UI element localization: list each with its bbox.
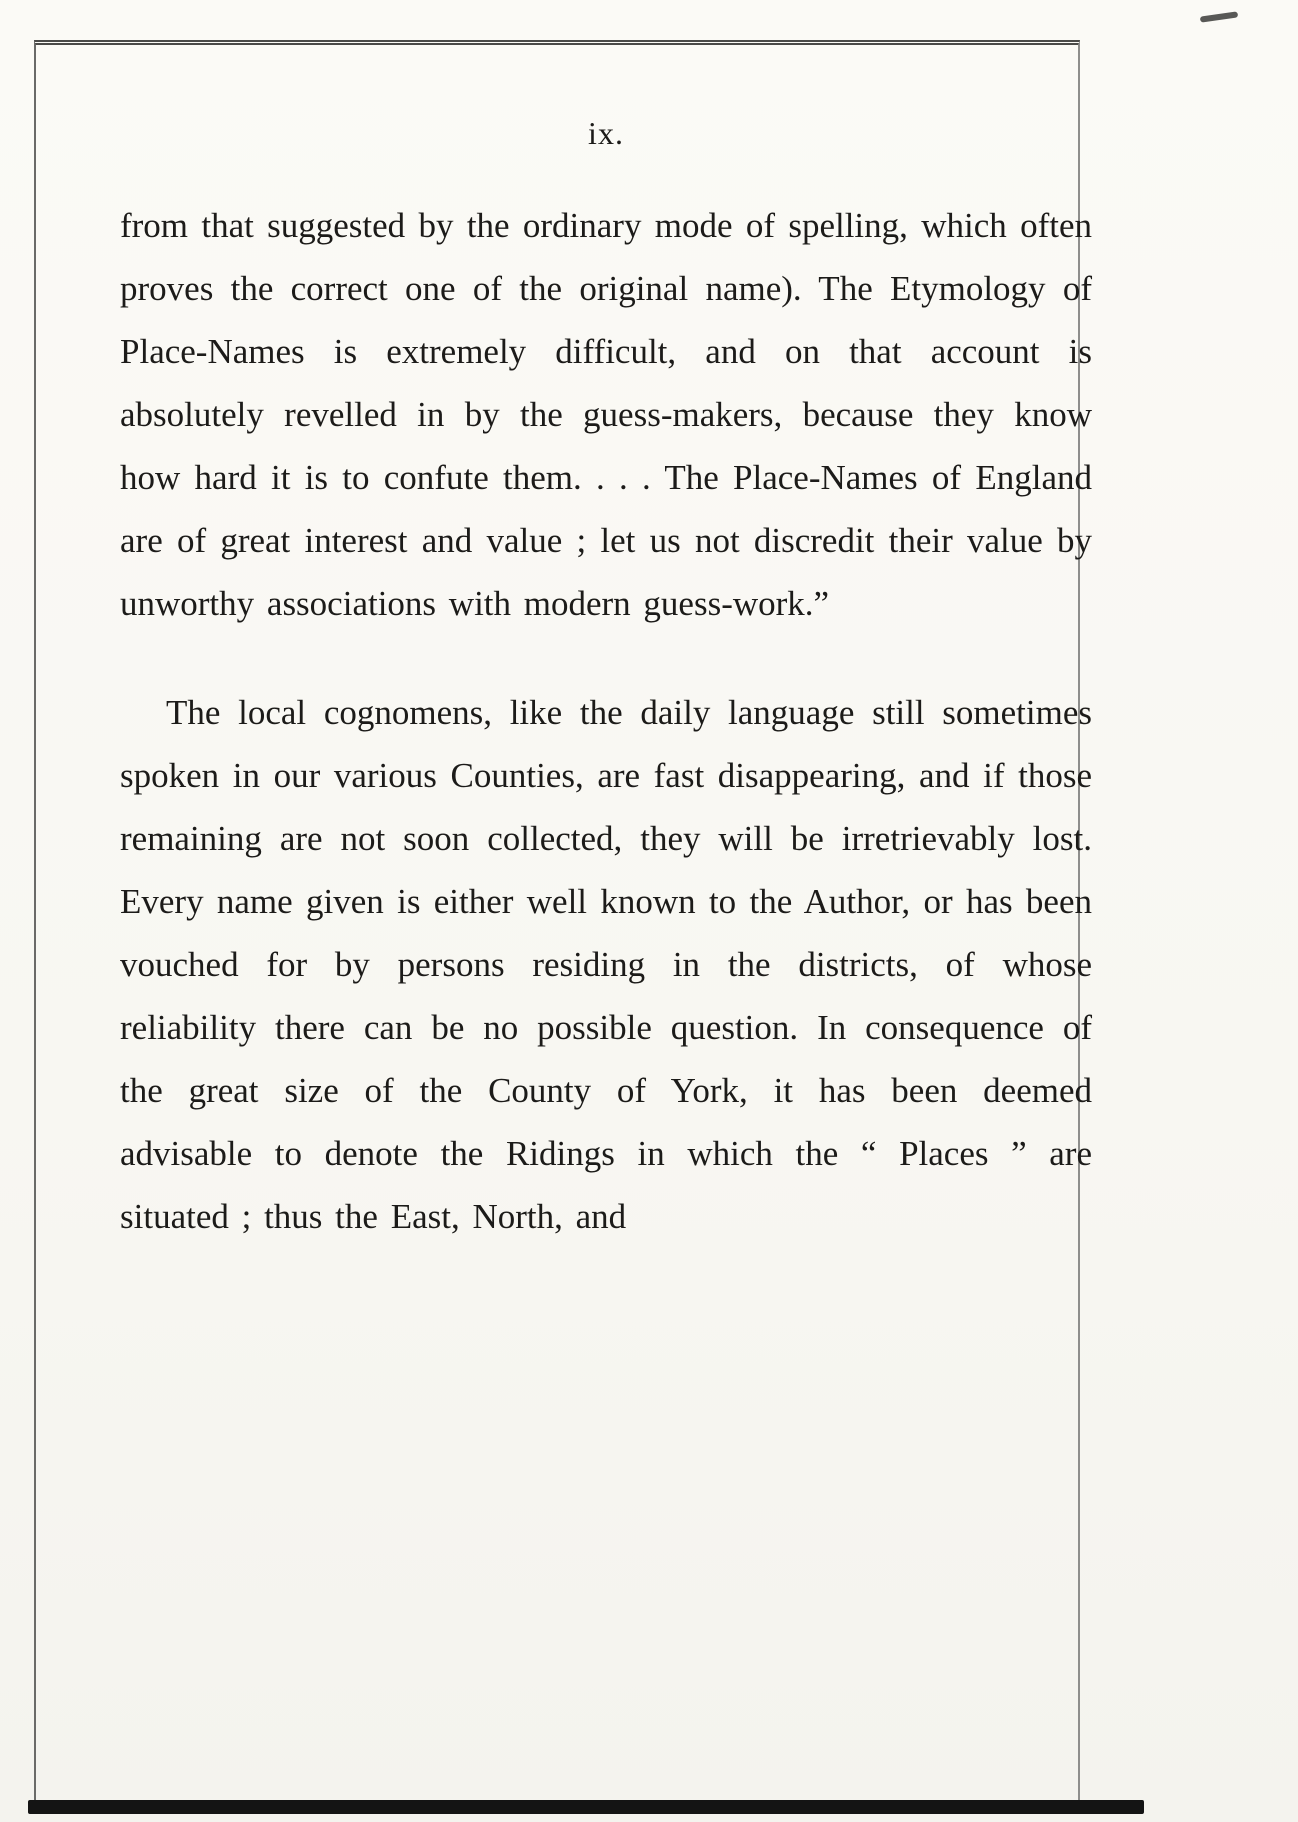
body-text — [120, 194, 1092, 1248]
paragraph-continuation: from that suggested by the ordinary mode of spelling, which often proves the correct one of the original name). The Etymology of Place-Names is extremely difficult, and on that account is absolutely revelled in by the guess-makers, because they know how hard it is to confute them. . . . The Place-Names of England are of great interest and value ; let us not discredit their value by unworthy associations with modern guess-work.” — [120, 206, 1092, 623]
page-number: ix. — [588, 115, 624, 151]
scan-bottom-edge — [28, 1800, 1144, 1814]
page-content — [120, 115, 1092, 1248]
scan-artifact — [1200, 11, 1238, 22]
page-border-frame — [34, 40, 1092, 1800]
paragraph-local-cognomens: The local cognomens, like the daily language still sometimes spoken in our various Counties, are fast disappearing, and if those remaining are not soon collected, they will be irretrievably lost. Every name given is either well known to the Author, or has been vouched for by persons residing in the districts, of whose reliability there can be no possible question. In consequence of the great size of the County of York, it has been deemed advisable to denote the Ridings in which the “ Places ” are situated ; thus the East, North, and — [120, 693, 1092, 1236]
